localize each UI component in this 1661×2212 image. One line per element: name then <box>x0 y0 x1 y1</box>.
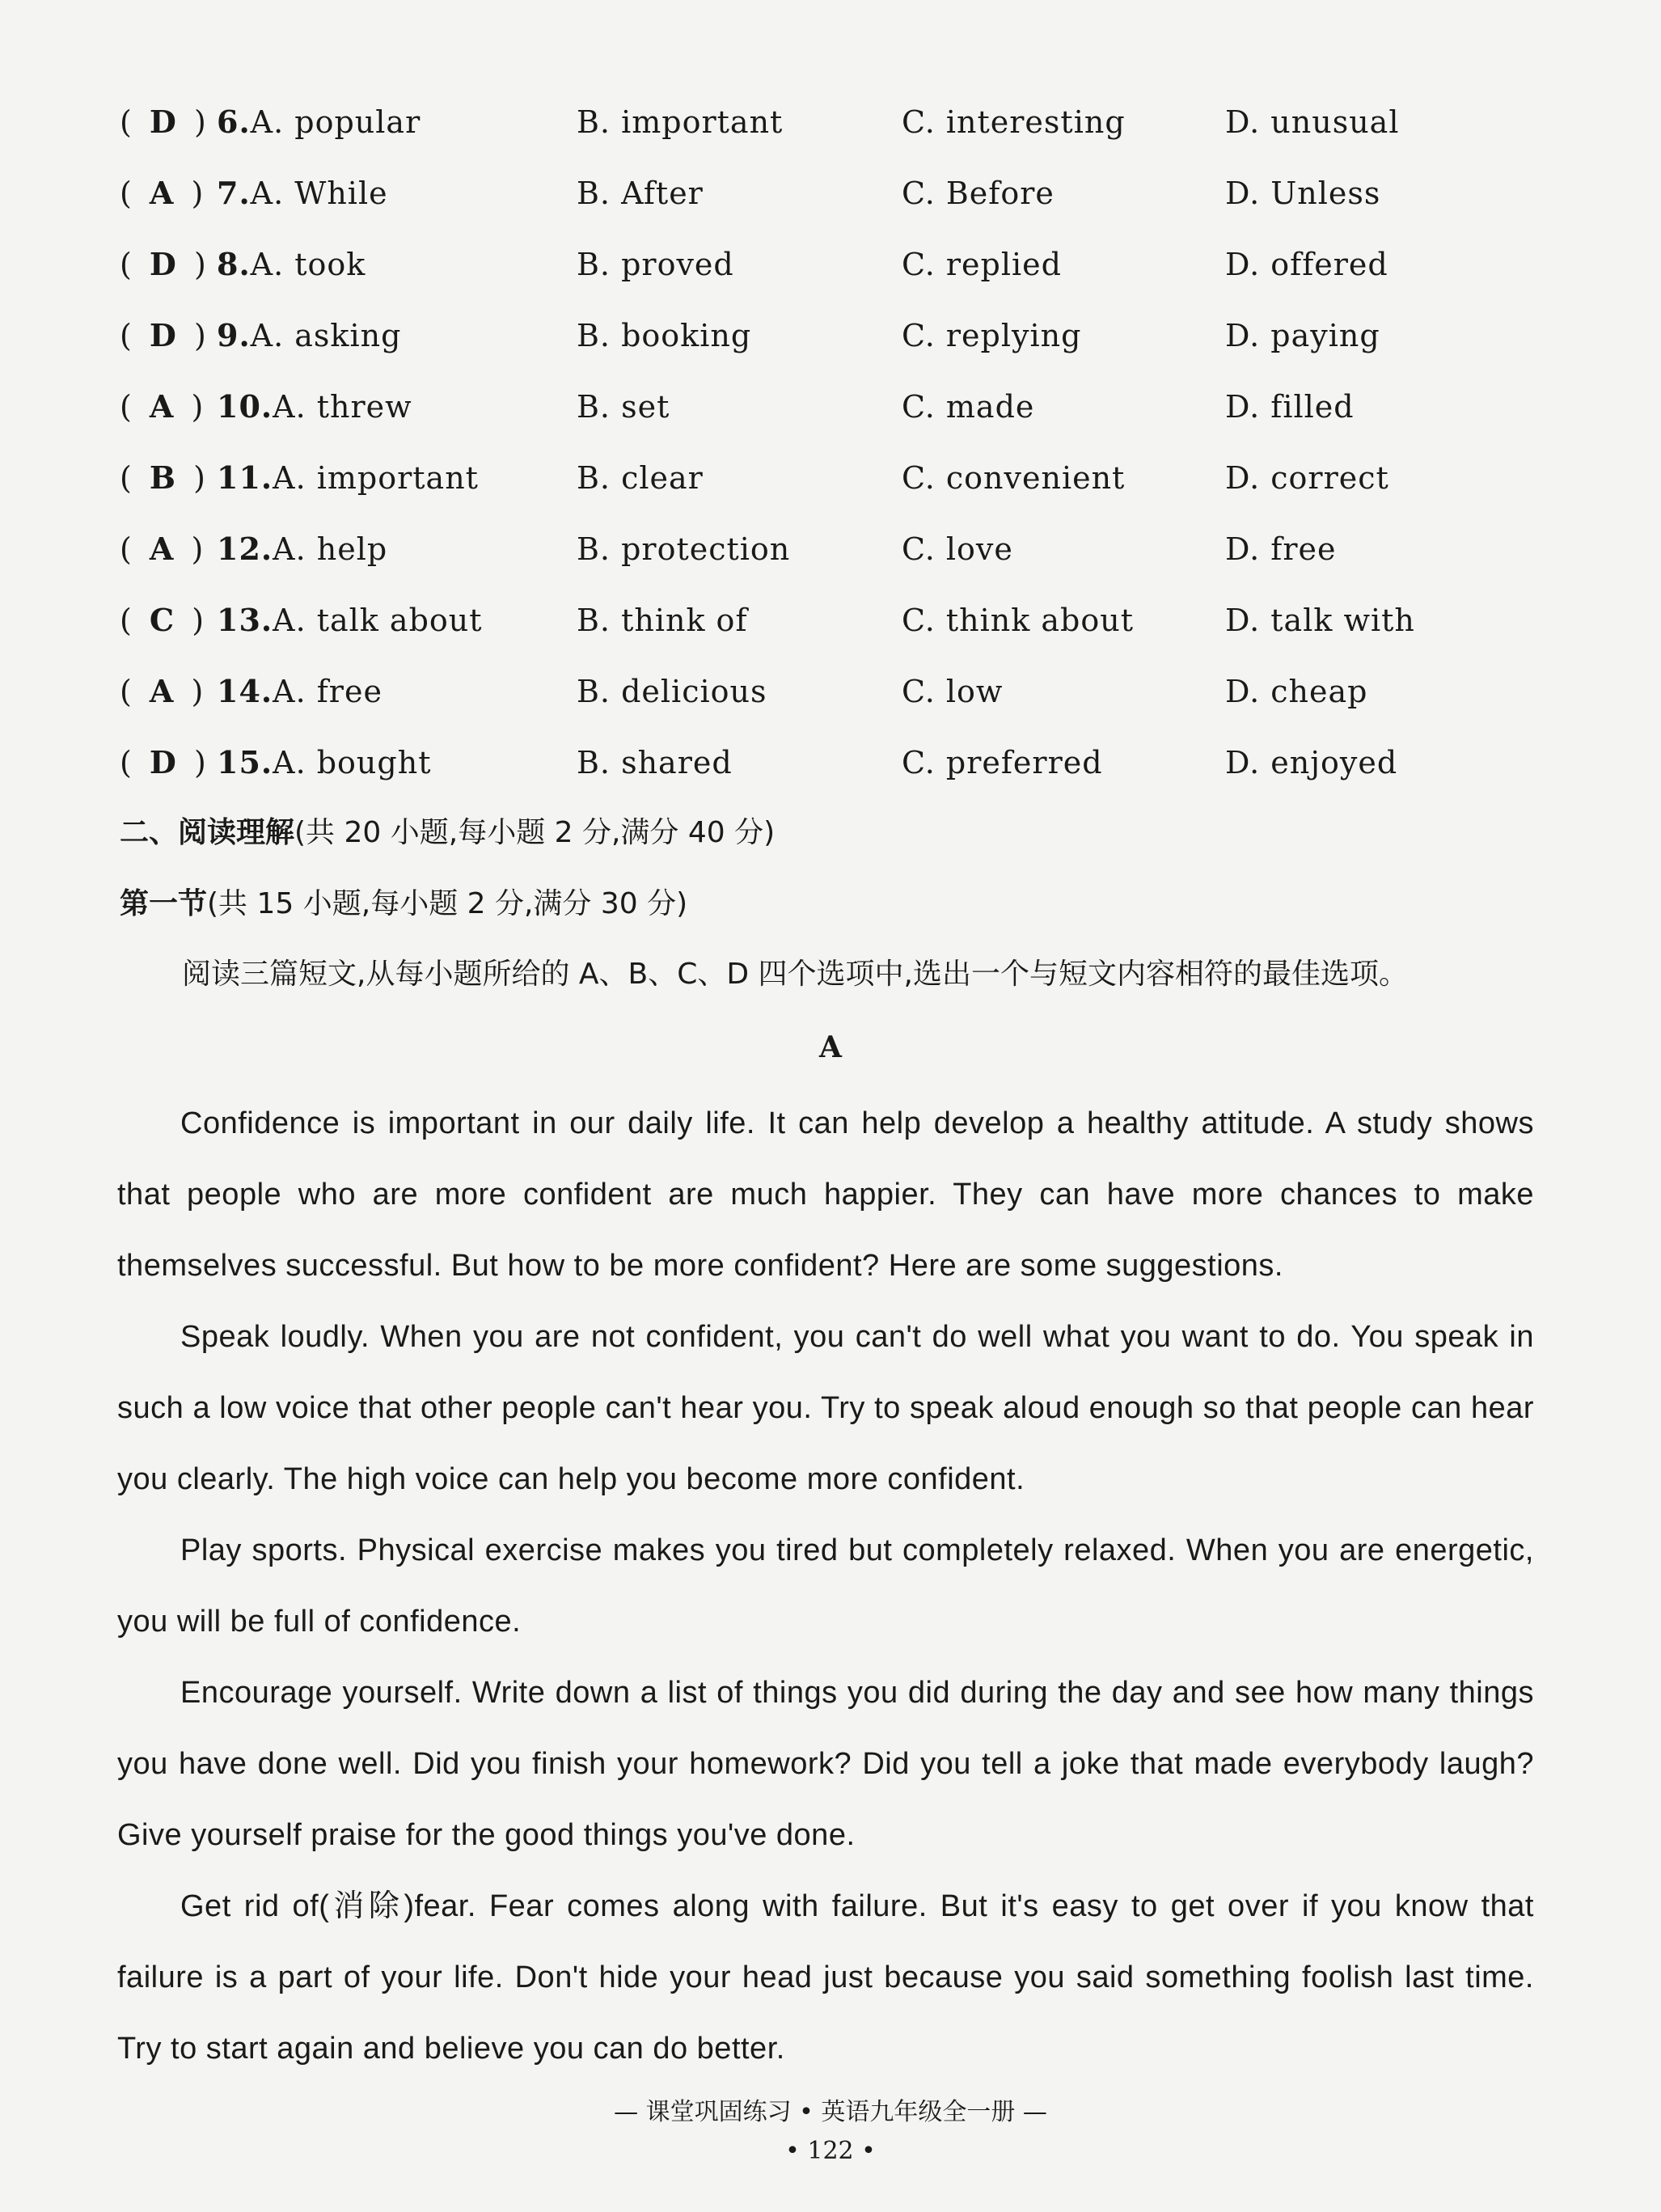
passage-paragraph: Get rid of(消除)fear. Fear comes along with failure. But it's easy to get over if you know that failure is a part of your life. Don't hide your head just because you said something foolish last time. Try to start again and believe you can do better. <box>117 1889 1534 2066</box>
option-b: B. important <box>577 104 784 140</box>
option-a <box>217 167 388 220</box>
answer-key: ( A ) <box>120 531 205 567</box>
answer-row <box>120 380 1559 451</box>
option-a <box>217 522 387 576</box>
question-number: 7. <box>217 175 251 211</box>
option-a-text: A. took <box>250 247 366 282</box>
option-a <box>217 451 479 505</box>
answer-key: ( A ) <box>120 175 205 211</box>
passage-paragraph: Play sports. Physical exercise makes you tired but completely relaxed. When you are energetic, you will be full of confidence. <box>117 1533 1534 1639</box>
option-b: B. delicious <box>577 674 767 709</box>
option-a-text: A. important <box>273 460 479 496</box>
question-number: 11. <box>217 459 273 496</box>
option-d: D. filled <box>1225 389 1355 425</box>
section-heading <box>120 809 775 857</box>
answer-row <box>120 95 1559 167</box>
option-d: D. talk with <box>1225 603 1415 638</box>
answer-key: ( C ) <box>120 602 205 638</box>
question-number: 8. <box>217 246 251 282</box>
option-b: B. protection <box>577 531 791 567</box>
question-number: 14. <box>217 673 273 709</box>
answer-letter: A <box>149 388 175 425</box>
passage-paragraph: Speak loudly. When you are not confident, you can't do well what you want to do. You speak in such a low voice that other people can't hear you. Try to speak aloud enough so that people can hear you clearly. The high voice can help you become more confident. <box>117 1320 1534 1496</box>
option-b: B. After <box>577 176 704 211</box>
option-d: D. paying <box>1225 318 1380 353</box>
question-number: 15. <box>217 744 273 780</box>
footer-title: — 课堂巩固练习 • 英语九年级全一册 — <box>614 2098 1047 2126</box>
option-b: B. set <box>577 389 670 425</box>
answer-row <box>120 594 1559 665</box>
option-b: B. clear <box>577 460 704 496</box>
option-a-text: A. asking <box>250 318 402 353</box>
answer-row <box>120 736 1559 807</box>
answer-row <box>120 665 1559 736</box>
option-a <box>217 736 431 789</box>
option-c: C. made <box>902 389 1035 425</box>
passage-paragraph: Confidence is important in our daily life. It can help develop a healthy attitude. A study shows that people who are more confident are much happier. They can have more chances to make themselves successful. But how to be more confident? Here are some suggestions. <box>117 1106 1534 1283</box>
question-number: 13. <box>217 602 273 638</box>
section-title: 二、阅读理解 <box>120 816 295 849</box>
answer-key: ( D ) <box>120 317 207 353</box>
option-d: D. unusual <box>1225 104 1400 140</box>
answer-letter: A <box>149 531 175 567</box>
answer-letter: D <box>149 317 177 353</box>
answer-key: ( B ) <box>120 459 206 496</box>
option-d: D. Unless <box>1225 176 1381 211</box>
option-b: B. proved <box>577 247 734 282</box>
answer-letter: D <box>149 246 177 282</box>
option-c: C. preferred <box>902 745 1103 780</box>
reading-passage <box>117 1088 1534 2084</box>
page-number: • 122 • <box>785 2137 876 2165</box>
instruction-text: 阅读三篇短文,从每小题所给的 A、B、C、D 四个选项中,选出一个与短文内容相符的最佳选项。 <box>182 958 1408 991</box>
option-a <box>217 309 401 362</box>
option-a-text: A. free <box>273 674 382 709</box>
part-note: (共 15 小题,每小题 2 分,满分 30 分) <box>207 887 688 920</box>
answer-key: ( D ) <box>120 744 207 780</box>
option-a <box>217 380 412 434</box>
answer-letter: A <box>149 175 175 211</box>
option-a <box>217 665 382 718</box>
option-b: B. booking <box>577 318 752 353</box>
answer-letter: D <box>149 744 177 780</box>
answer-letter: A <box>149 673 175 709</box>
option-a-text: A. talk about <box>273 603 483 638</box>
answer-key: ( A ) <box>120 388 205 425</box>
question-number: 9. <box>217 317 251 353</box>
answer-row <box>120 451 1559 522</box>
answer-letter: C <box>149 602 175 638</box>
option-d: D. free <box>1225 531 1337 567</box>
answer-list <box>120 95 1559 807</box>
option-c: C. replied <box>902 247 1062 282</box>
option-d: D. correct <box>1225 460 1389 496</box>
option-c: C. think about <box>902 603 1134 638</box>
section-note: (共 20 小题,每小题 2 分,满分 40 分) <box>294 816 776 849</box>
option-d: D. cheap <box>1225 674 1368 709</box>
option-b: B. shared <box>577 745 733 780</box>
option-c: C. convenient <box>902 460 1126 496</box>
question-number: 12. <box>217 531 273 567</box>
answer-key: ( D ) <box>120 104 207 140</box>
option-a <box>217 95 421 149</box>
option-a-text: A. popular <box>250 104 421 140</box>
question-number: 6. <box>217 104 251 140</box>
answer-key: ( D ) <box>120 246 207 282</box>
part-heading <box>120 880 687 928</box>
option-c: C. interesting <box>902 104 1126 140</box>
option-c: C. low <box>902 674 1004 709</box>
passage-label: A <box>819 1030 842 1064</box>
option-a <box>217 594 483 647</box>
question-number: 10. <box>217 388 273 425</box>
part-title: 第一节 <box>120 887 208 920</box>
answer-key: ( A ) <box>120 673 205 709</box>
answer-row <box>120 309 1559 380</box>
answer-letter: D <box>149 104 177 140</box>
option-d: D. enjoyed <box>1225 745 1398 780</box>
option-c: C. Before <box>902 176 1055 211</box>
option-a <box>217 238 366 291</box>
option-c: C. replying <box>902 318 1082 353</box>
answer-row <box>120 167 1559 238</box>
answer-row <box>120 522 1559 594</box>
answer-row <box>120 238 1559 309</box>
option-d: D. offered <box>1225 247 1388 282</box>
passage-paragraph: Encourage yourself. Write down a list of things you did during the day and see how many things you have done well. Did you finish your homework? Did you tell a joke that made everybody laugh? Give yourself praise for the good things you've done. <box>117 1676 1534 1852</box>
option-a-text: A. threw <box>273 389 412 425</box>
option-a-text: A. bought <box>273 745 432 780</box>
option-c: C. love <box>902 531 1013 567</box>
option-a-text: A. help <box>273 531 388 567</box>
option-a-text: A. While <box>250 176 388 211</box>
option-b: B. think of <box>577 603 748 638</box>
answer-letter: B <box>149 459 177 496</box>
